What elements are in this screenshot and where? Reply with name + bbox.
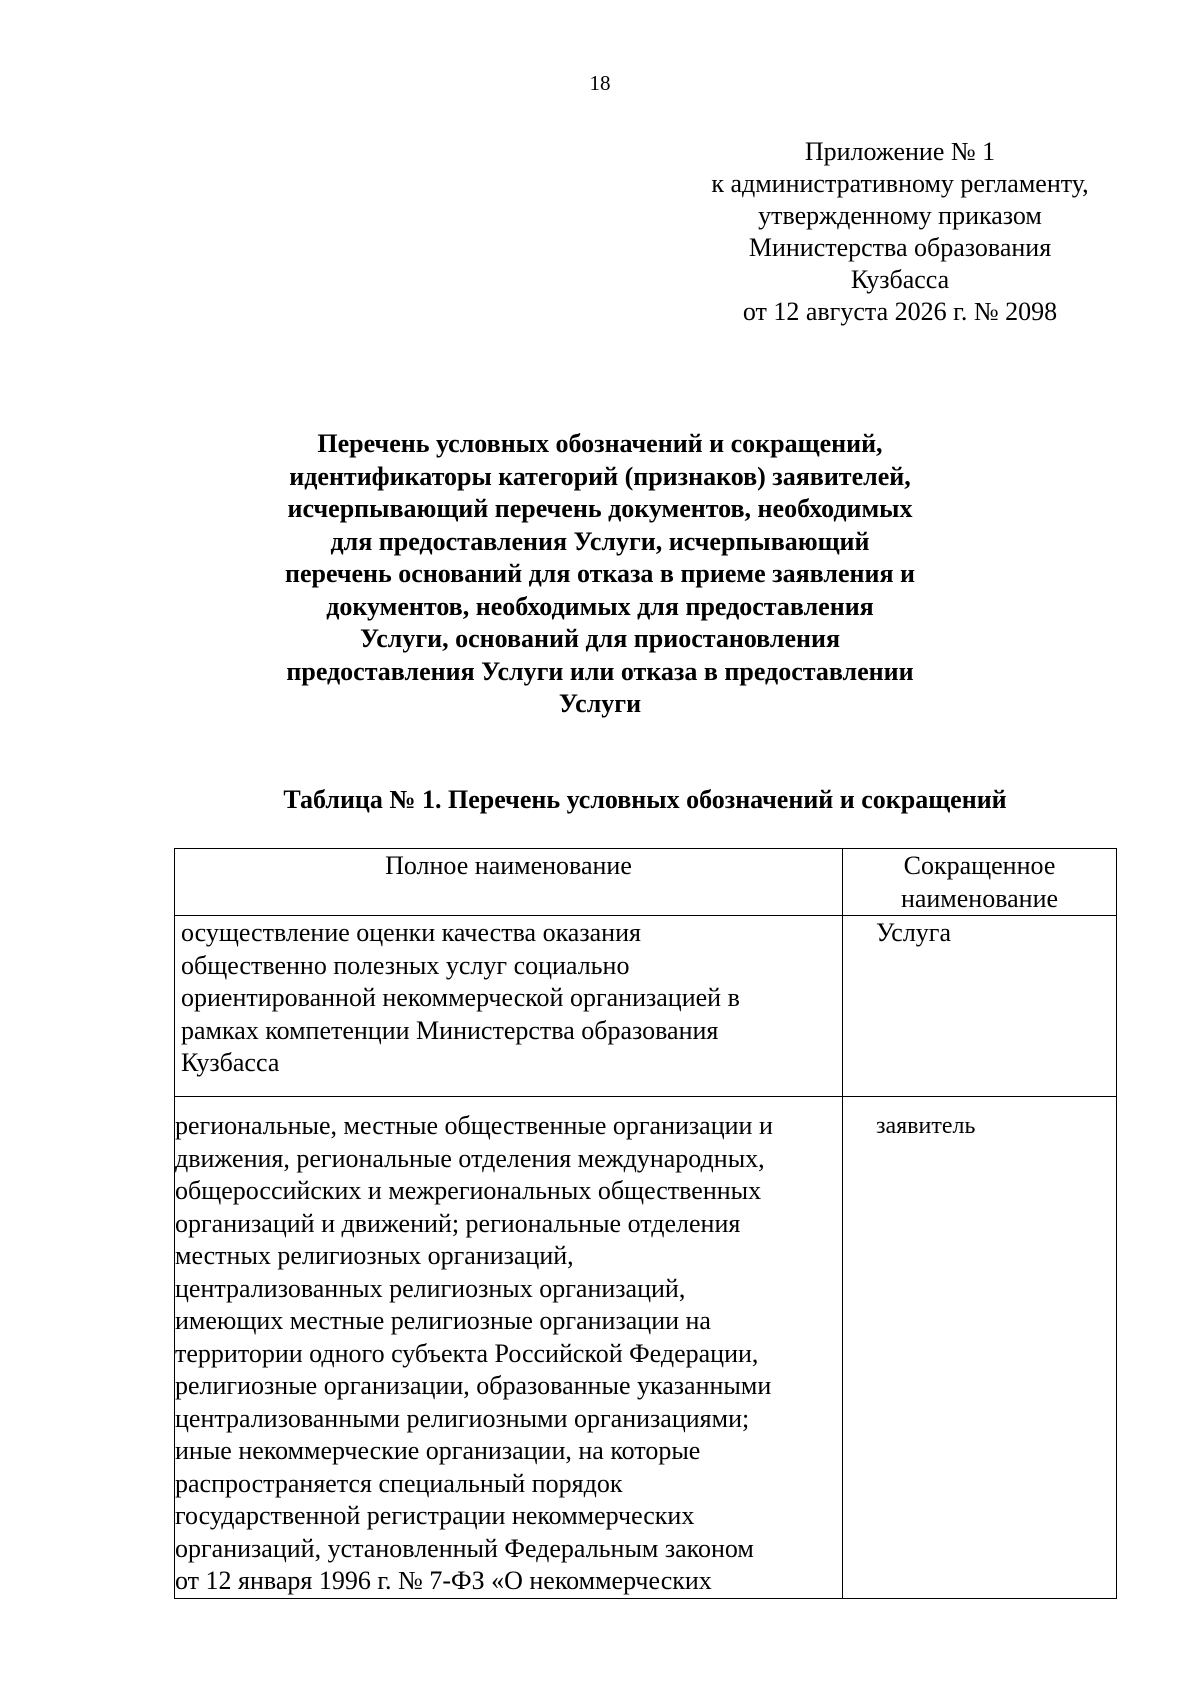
table-header-row bbox=[175, 849, 1117, 916]
header-full-name-text: Полное наименование bbox=[385, 851, 632, 880]
appendix-header bbox=[640, 136, 1160, 328]
appendix-line: к административному регламенту, bbox=[711, 169, 1089, 198]
appendix-line: от 12 августа 2026 г. № 2098 bbox=[742, 297, 1058, 326]
cell-line: ориентированной некоммерческой организацией в bbox=[181, 983, 740, 1012]
header-full-name bbox=[175, 849, 843, 916]
cell-line: религиозные организации, образованные указанными bbox=[175, 1371, 772, 1400]
page-number: 18 bbox=[589, 71, 611, 95]
table-caption: Таблица № 1. Перечень условных обозначений и сокращений bbox=[283, 785, 1007, 814]
cell-short-text: заявитель bbox=[876, 1113, 976, 1139]
cell-line: государственной регистрации некоммерческих bbox=[175, 1501, 695, 1530]
cell-short-name bbox=[843, 1097, 1117, 1599]
cell-line: распространяется специальный порядок bbox=[175, 1468, 623, 1498]
cell-line: территории одного субъекта Российской Федерации, bbox=[175, 1338, 759, 1368]
header-short-name-line: Сокращенное bbox=[903, 851, 1056, 880]
cell-line: осуществление оценки качества оказания bbox=[181, 918, 641, 947]
cell-line: имеющих местные религиозные организации на bbox=[175, 1306, 711, 1335]
title-line: исчерпывающий перечень документов, необходимых bbox=[287, 494, 913, 523]
cell-line: организаций, установленный Федеральным законом bbox=[175, 1533, 754, 1563]
cell-line: организаций и движений; региональные отделения bbox=[175, 1208, 741, 1238]
cell-line: местных религиозных организаций, bbox=[175, 1241, 574, 1270]
appendix-line: Министерства образования bbox=[748, 233, 1052, 262]
appendix-line: утвержденному приказом bbox=[758, 201, 1042, 230]
cell-full-name bbox=[175, 916, 843, 1097]
title-line: Услуги bbox=[558, 689, 642, 718]
document-title bbox=[230, 428, 970, 721]
cell-full-name bbox=[175, 1097, 843, 1599]
cell-line: от 12 января 1996 г. № 7-ФЗ «О некоммерческих bbox=[175, 1566, 712, 1595]
title-line: для предоставления Услуги, исчерпывающий bbox=[330, 526, 870, 556]
cell-line: иные некоммерческие организации, на которые bbox=[175, 1436, 701, 1465]
cell-line: рамках компетенции Министерства образования bbox=[181, 1015, 719, 1045]
appendix-line: Приложение № 1 bbox=[804, 137, 996, 166]
cell-line: движения, региональные отделения международных, bbox=[175, 1143, 765, 1173]
cell-line: общественно полезных услуг социально bbox=[181, 950, 630, 980]
cell-line: централизованными религиозными организациями; bbox=[175, 1403, 750, 1433]
table-row bbox=[175, 1097, 1117, 1599]
title-line: предоставления Услуги или отказа в предоставлении bbox=[286, 656, 914, 686]
cell-line: общероссийских и межрегиональных общественных bbox=[175, 1176, 762, 1205]
abbreviations-table bbox=[174, 848, 1117, 1599]
table-row bbox=[175, 916, 1117, 1097]
header-short-name bbox=[843, 849, 1117, 916]
title-line: Услуги, оснований для приостановления bbox=[359, 624, 841, 653]
title-line: Перечень условных обозначений и сокращений, bbox=[317, 429, 883, 458]
cell-short-name bbox=[843, 916, 1117, 1097]
title-line: документов, необходимых для предоставления bbox=[326, 591, 874, 621]
header-short-name-line: наименование bbox=[900, 883, 1059, 913]
title-line: идентификаторы категорий (признаков) заявителей, bbox=[289, 461, 911, 491]
title-line: перечень оснований для отказа в приеме заявления и bbox=[284, 559, 916, 588]
appendix-line: Кузбасса bbox=[850, 265, 950, 294]
cell-short-text: Услуга bbox=[876, 918, 952, 947]
cell-line: Кузбасса bbox=[181, 1048, 280, 1077]
cell-line: централизованных религиозных организаций, bbox=[175, 1273, 686, 1303]
cell-line: региональные, местные общественные организации и bbox=[175, 1111, 773, 1140]
